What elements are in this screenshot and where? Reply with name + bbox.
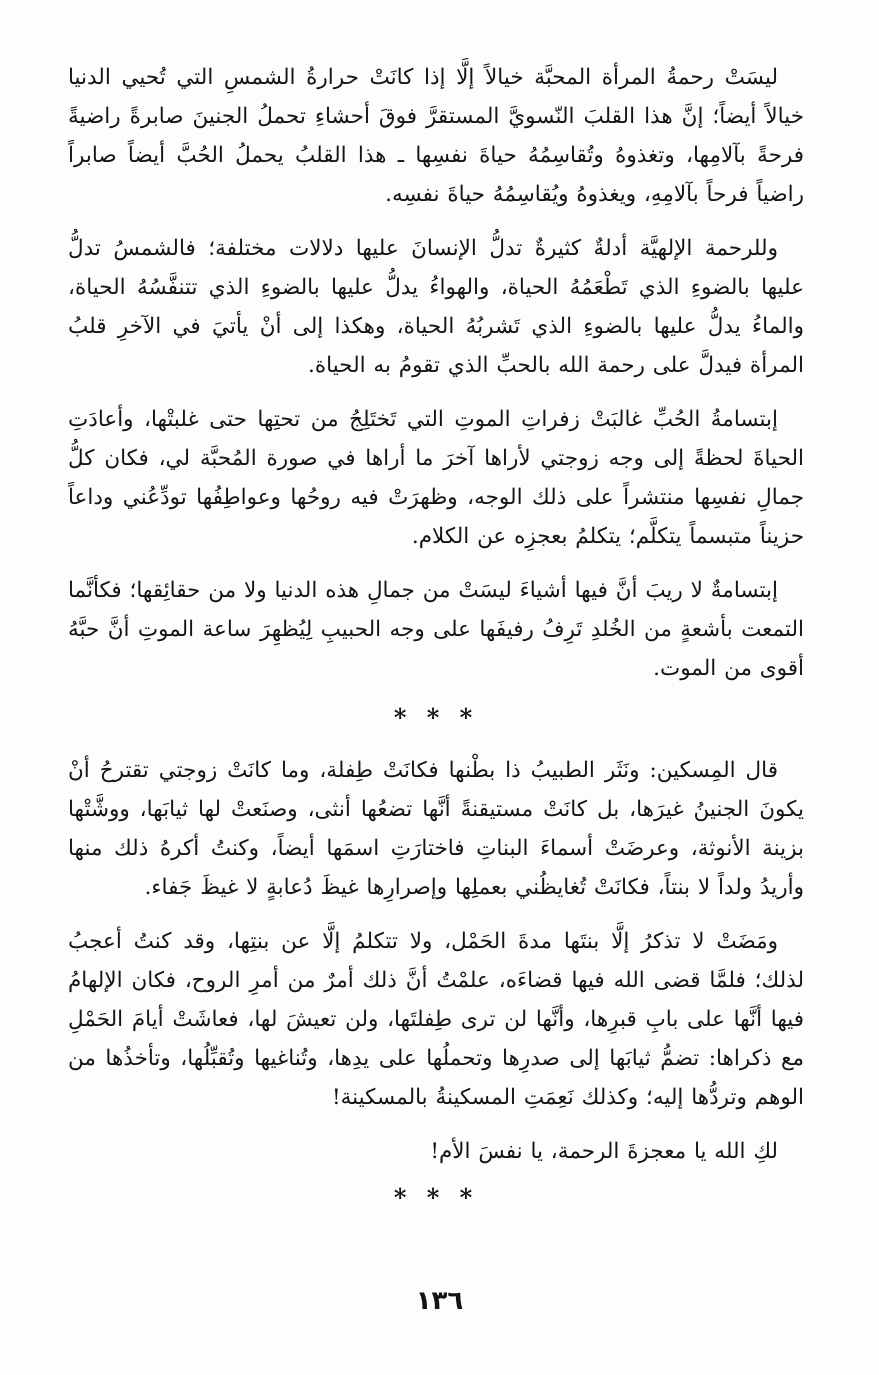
paragraph-pregnancy-memory: ومَضَتْ لا تذكرُ إلَّا بنتَها مدةَ الحَمْل، ولا تتكلمُ إلَّا عن بنتِها، وقد كنتُ أعجبُ لذلك؛ فلمَّا قضى الله فيها قضاءَه، علمْتُ أنَّ ذلك أمرٌ من أمرِ الروح، فكان الإلهامُ فيها أنَّها على بابِ قبرِها، وأنَّها لن ترى طِفلتَها، ولن تعيشَ لها، فعاشَتْ أيامَ الحَمْلِ مع ذكراها: تضمُّ ثيابَها إلى صدرِها وتحملُها على يدِها، وتُناغيها وتُقبِّلُها، وتأخذُها من الوهم وتردُّها إليه؛ وكذلك نَعِمَتِ المسكينةُ بالمسكينة!	[68, 929, 804, 1110]
section-separator-end: * * *	[393, 1183, 479, 1212]
paragraph-closing-line: لكِ الله يا معجزةَ الرحمة، يا نفسَ الأم!	[430, 1139, 778, 1164]
paragraph-smile-eternity: إبتسامةٌ لا ريبَ أنَّ فيها أشياءَ ليسَتْ من جمالِ هذه الدنيا ولا من حقائِقها؛ فكأنَّما التمعت بأشعةٍ من الخُلدِ تَرِفُ رفيفَها على وجه الحبيبِ لِيُظهِرَ ساعة الموتِ أنَّ حبَّهُ أقوى من الموت.	[68, 578, 804, 681]
paragraph-mercy-of-woman: ليسَتْ رحمةُ المرأة المحبَّة خيالاً إلَّا إذا كانَتْ حرارةُ الشمسِ التي تُحيي الدنيا خيالاً أيضاً؛ إنَّ هذا القلبَ النّسويَّ المستقرَّ فوقَ أحشاءِ تحملُ الجنينَ صابرةً راضيةً فرحةً بآلامِها، وتغذوهُ وتُقاسِمُهُ حياةَ نفسِها ـ هذا القلبُ يحملُ الحُبَّ أيضاً صابراً راضياً فرحاً بآلامِهِ، ويغذوهُ ويُقاسِمُهُ حياةَ نفسِه.	[68, 65, 804, 207]
section-separator: * * *	[393, 703, 479, 732]
paragraph-divine-mercy: وللرحمة الإلهيَّة أدلةٌ كثيرةٌ تدلُّ الإنسانَ عليها دلالات مختلفة؛ فالشمسُ تدلُّ عليها بالضوءِ الذي تَطْعَمُهُ الحياة، والهواءُ يدلُّ عليها بالضوءِ الذي تتنفَّسُهُ الحياة، والماءُ يدلُّ عليها بالضوءِ الذي تَشربُهُ الحياة، وهكذا إلى أنْ يأتيَ في الآخرِ قلبُ المرأة فيدلَّ على رحمة الله بالحبِّ الذي تقومُ به الحياة.	[68, 236, 804, 378]
paragraph-smile-of-love: إبتسامةُ الحُبِّ غالبَتْ زفراتِ الموتِ التي تَختَلِجُ من تحتِها حتى غلبتْها، وأعادَتِ الحياةَ لحظةً إلى وجه زوجتي لأراها آخرَ ما أراها في صورة المُحبَّة لي، فكان كلُّ جمالِ نفسِها منتشراً على ذلك الوجه، وظهرَتْ فيه روحُها وعواطِفُها تودِّعُني وداعاً حزيناً متبسماً يتكلَّم؛ يتكلمُ بعجزِه عن الكلام.	[68, 407, 804, 549]
paragraph-doctor-birth: قال المِسكين: ونَثَر الطبيبُ ذا بطْنها فكانَتْ طِفلة، وما كانَتْ زوجتي تقترحُ أنْ يكونَ الجنينُ غيرَها، بل كانَتْ مستيقنةً أنَّها تضعُها أنثى، وصنَعتْ لها ثيابَها، ووشَّتْها بزينة الأنوثة، وعرضَتْ أسماءَ البناتِ فاختارَتِ اسمَها أيضاً، وكنتُ أكرهُ ذلك منها وأريدُ ولداً لا بنتاً، فكانَتْ تُغايظُني بعملِها وإصرارِها غيظَ دُعابةٍ لا غيظَ جَفاء.	[68, 758, 804, 900]
page-number: ١٣٦	[415, 1286, 464, 1316]
